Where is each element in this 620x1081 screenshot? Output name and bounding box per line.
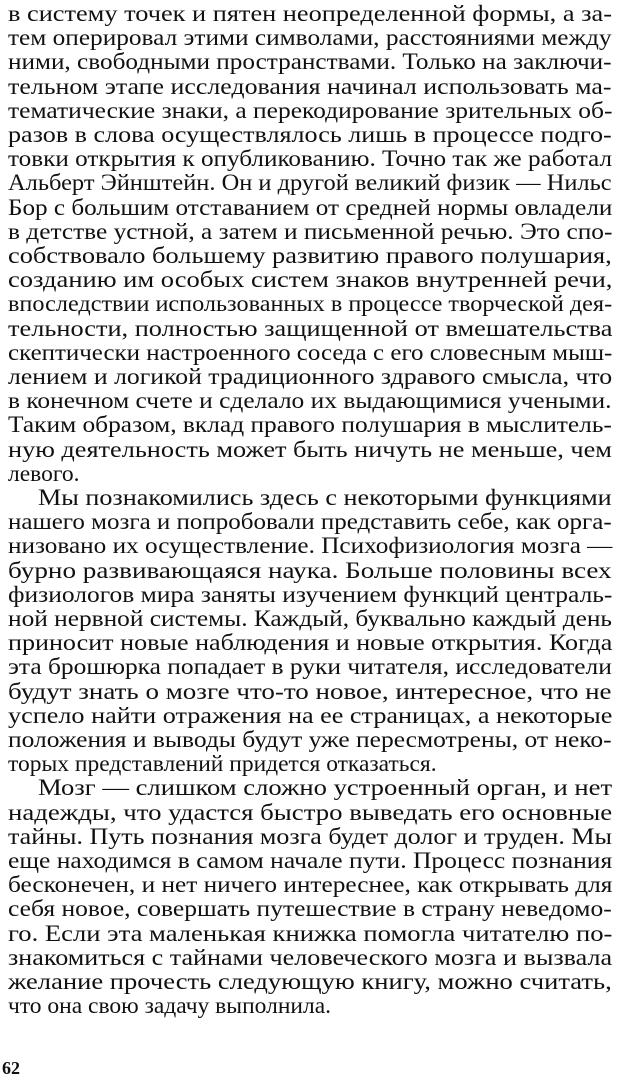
text-line: желание прочесть следующую книгу, можно считать, [8,969,612,995]
text-line: физиологов мира заняты изучением функций централь- [8,581,613,608]
text-line: знакомиться с тайнами человеческого мозга и вызвала [8,944,613,971]
text-line: го. Если эта маленькая книжка помогла читателю по- [8,920,613,947]
text-line: еще находимся в самом начале пути. Процесс познания [8,848,613,874]
text-line: ними, свободными пространствами. Только на заключи- [8,49,612,76]
text-line: впоследствии использованных в процессе творческой дея- [8,291,613,318]
text-line: бесконечен, и нет ничего интереснее, как открывать для [8,872,613,899]
text-line: ной нервной системы. Каждый, буквально каждый день [8,606,612,632]
text-line: созданию им особых систем знаков внутренней речи, [8,267,613,294]
text-line: разов в слова осуществлялось лишь в процессе подго- [8,122,612,148]
text-line: тельном этапе исследования начинал использовать ма- [8,73,612,100]
text-line: левого. [8,460,80,487]
text-line: приносит новые наблюдения и новые открытия. Когда [8,630,613,657]
text-line: Бор с большим отставанием от средней нормы овладели [8,194,613,221]
text-line: что она свою задачу выполнила. [8,993,331,1020]
text-line: нашего мозга и попробовали представить себе, как орга- [8,509,612,536]
text-line: надежды, что удастся быстро выведать его основные [8,799,613,826]
text-line: тельности, полностью защищенной от вмешательства [8,315,613,342]
text-line: лением и логикой традиционного здравого смысла, что [8,364,613,390]
text-line: тайны. Путь познания мозга будет долог и труден. Мы [8,823,612,850]
text-line: товки открытия к опубликованию. Точно так же работал [8,146,613,173]
text-line: собствовало большему развитию правого полушария, [8,243,612,269]
text-line: Мозг — слишком сложно устроенный орган, и нет [38,775,613,802]
text-line: торых представлений придется отказаться. [8,751,437,778]
text-line: бурно развивающаяся наука. Больше половины всех [8,557,612,584]
text-line: тем оперировал этими символами, расстояниями между [8,25,612,52]
text-line: в детстве устной, а затем и письменной речью. Это спо- [8,218,613,245]
text-line: будут знать о мозге что-то новое, интересное, что не [8,678,612,705]
text-line: Альберт Эйнштейн. Он и другой великий физик — Нильс [8,170,612,197]
text-line: себя новое, совершать путешествие в страну неведомо- [8,896,612,923]
text-line: в конечном счете и сделало их выдающимися учеными. [8,388,612,415]
page-number: 62 [2,1058,20,1078]
text-line: Мы познакомились здесь с некоторыми функциями [38,485,612,511]
text-line: скептически настроенного соседа с его словесным мыш- [8,339,613,366]
text-line: успело найти отражения на ее страницах, а некоторые [8,702,613,729]
text-line: тематические знаки, а перекодирование зрительных об- [8,97,613,124]
text-line: ную деятельность может быть ничуть не меньше, чем [8,436,612,463]
text-line: в систему точек и пятен неопределенной формы, а за- [8,1,612,27]
text-line: эта брошюрка попадает в руки читателя, исследователи [8,654,612,681]
text-line: положения и выводы будут уже пересмотрены, от неко- [8,727,612,753]
text-line: низовано их осуществление. Психофизиология мозга — [8,533,613,560]
text-line: Таким образом, вклад правого полушария в мыслитель- [8,412,612,439]
